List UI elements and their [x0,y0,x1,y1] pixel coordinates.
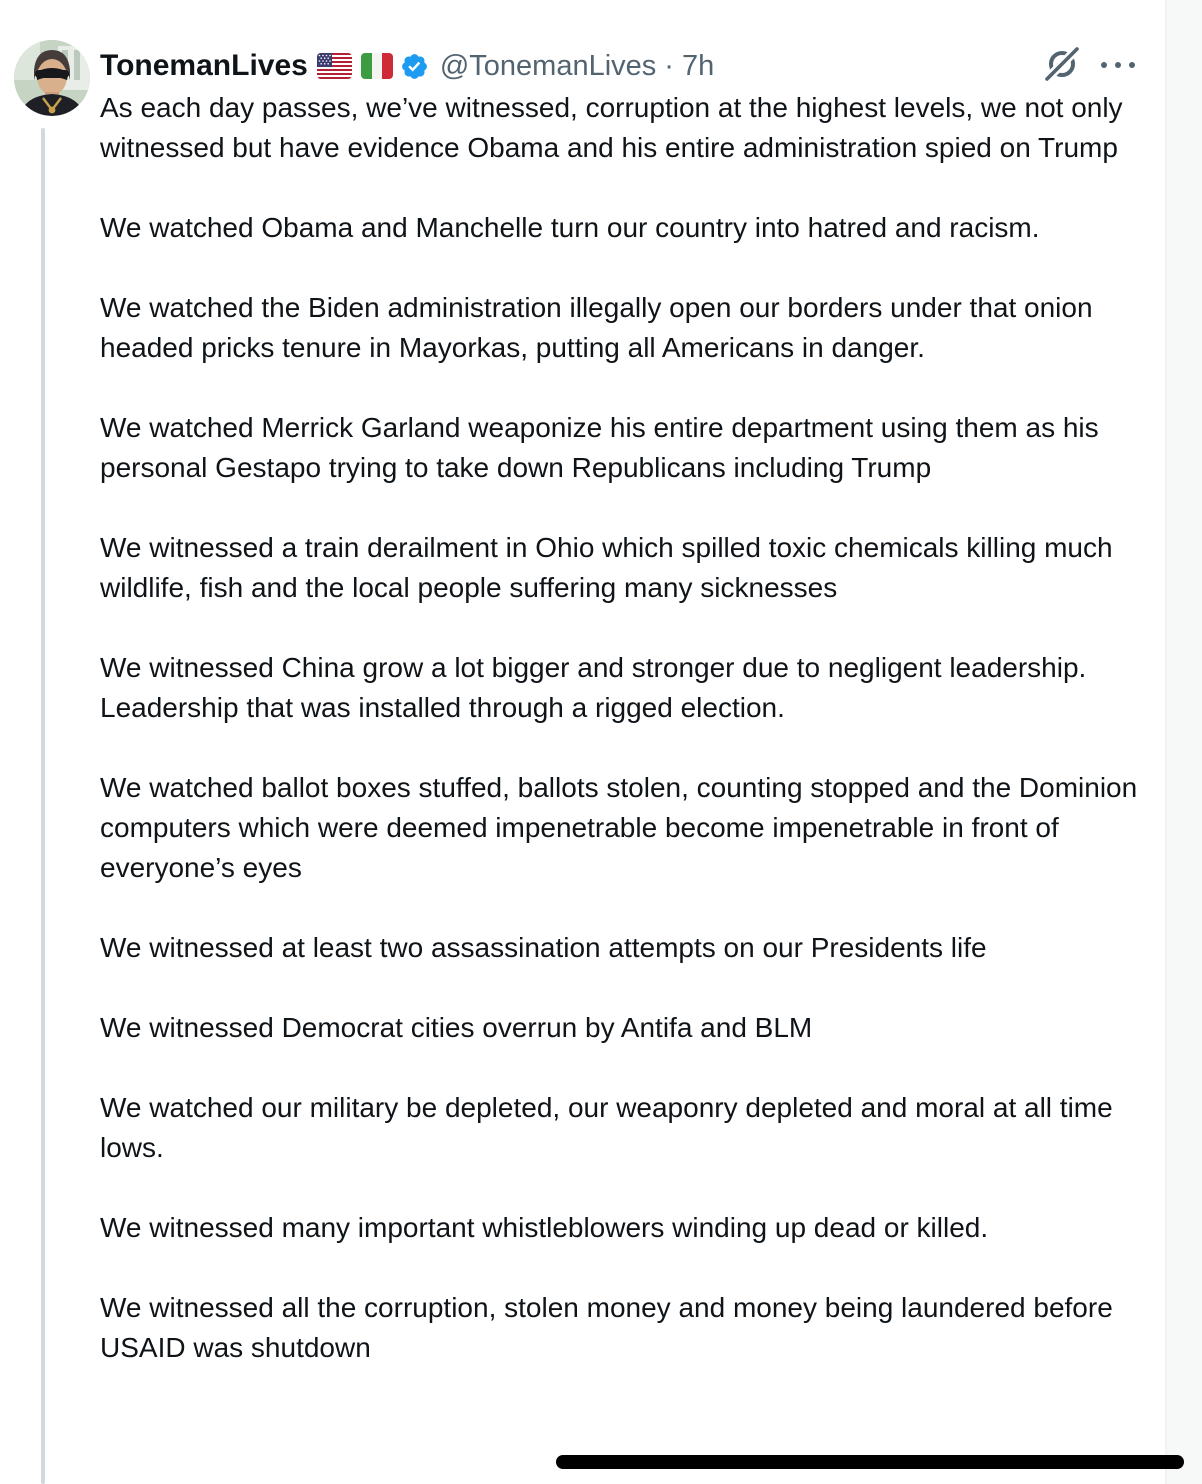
profile-photo [14,40,90,116]
more-icon [1129,62,1135,68]
more-button[interactable] [1094,52,1142,78]
display-name[interactable]: TonemanLives [100,49,308,82]
bottom-black-bar [556,1455,1184,1469]
tweet-paragraph: We watched Obama and Manchelle turn our country into hatred and racism. [100,212,1040,243]
tweet-header [100,44,1132,88]
tweet-paragraph: We watched Merrick Garland weaponize his entire department using them as his personal Gestapo trying to take down Republicans including Trump [100,412,1099,483]
tweet-paragraph: We witnessed all the corruption, stolen money and money being laundered before USAID was shutdown [100,1292,1113,1363]
avatar[interactable] [14,40,90,116]
more-icon [1115,62,1121,68]
handle[interactable]: @TonemanLives [439,49,657,82]
more-icon [1101,62,1107,68]
tweet-paragraph: We witnessed at least two assassination attempts on our Presidents life [100,932,987,963]
separator-dot: · [664,49,674,82]
tweet-paragraph: We watched our military be depleted, our weaponry depleted and moral at all time lows. [100,1092,1113,1163]
tweet-paragraph: We watched the Biden administration illegally open our borders under that onion headed pricks tenure in Mayorkas, putting all Americans in danger. [100,292,1093,363]
tweet-paragraph: We watched ballot boxes stuffed, ballots stolen, counting stopped and the Dominion computers which were deemed impenetrable become impenetrable in front of everyone’s eyes [100,772,1138,883]
timestamp[interactable]: 7h [681,49,715,82]
tweet-text [100,88,1158,1368]
thread-line [41,128,45,1484]
tweet-paragraph: We witnessed China grow a lot bigger and stronger due to negligent leadership. Leadership that was installed through a rigged election. [100,652,1087,723]
right-rail-background [1167,0,1202,1484]
tweet-paragraph: We witnessed many important whistleblowers winding up dead or killed. [100,1212,989,1243]
tweet-paragraph: As each day passes, we’ve witnessed, corruption at the highest levels, we not only witnessed but have evidence Obama and his entire administration spied on Trump [100,92,1123,163]
grok-icon [1042,43,1082,83]
us-flag-icon [317,53,352,79]
tweet-paragraph: We witnessed Democrat cities overrun by Antifa and BLM [100,1012,813,1043]
handle-group[interactable] [440,50,714,83]
tweet-paragraph: We witnessed a train derailment in Ohio which spilled toxic chemicals killing much wildlife, fish and the local people suffering many sicknesses [100,532,1113,603]
italy-flag-icon [361,53,393,79]
grok-button[interactable] [1040,42,1084,84]
verified-badge-icon [400,52,429,81]
